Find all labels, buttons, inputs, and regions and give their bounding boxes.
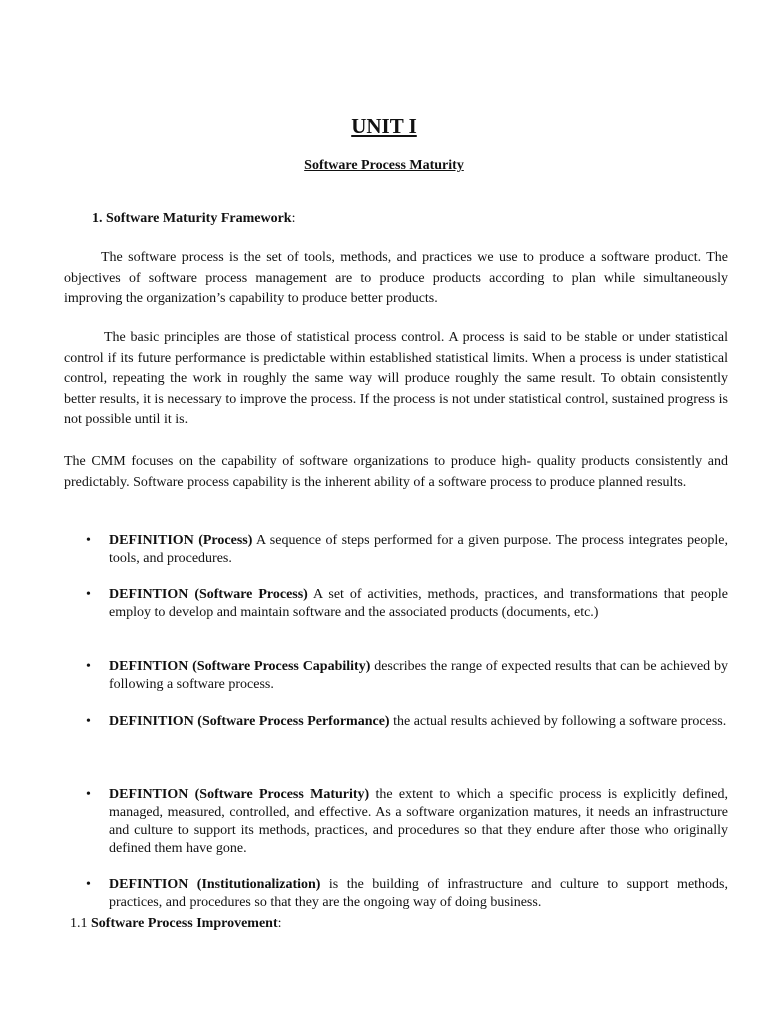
section-suffix: : [291,211,296,226]
subsection-number: 1.1 [70,916,91,931]
definition-term: DEFINITION (Software Process Performance) [109,714,390,729]
bullet-icon: • [86,714,91,729]
definition-term: DEFINTION (Software Process Maturity) [109,787,370,802]
section-heading [92,211,295,227]
paragraph-software-process: The software process is the set of tools, methods, and practices we use to produce a software product. The objectives of software process management are to produce products according to plan while simultaneously improving the organization’s capability to produce better products. [64,250,728,306]
bullet-icon: • [86,787,91,802]
section-number: 1. [92,211,103,226]
definition-term: DEFINTION (Software Process) [109,587,308,602]
paragraph-statistical-control: The basic principles are those of statistical process control. A process is said to be stable or under statistical control if its future performance is predictable within established statistical limits. When a process is under statistical control, repeating the work in roughly the same way will produce roughly the same result. To obtain consistently better results, it is necessary to improve the process. If the process is not under statistical control, sustained progress is not possible until it is. [64,330,728,427]
bullet-icon: • [86,659,91,674]
definition-term: DEFINITION (Process) [109,533,253,548]
subsection-heading [70,916,282,932]
definition-text: is the building of infrastructure and culture to support methods, practices, and procedures so that they are the ongoing way of doing business. [109,877,728,910]
definition-item [86,876,728,912]
bullet-icon: • [86,533,91,548]
unit-title: UNIT I [351,114,417,138]
bullet-icon: • [86,877,91,892]
definition-item [86,786,728,858]
paragraph-cmm: The CMM focuses on the capability of software organizations to produce high- quality products consistently and predictably. Software process capability is the inherent ability of a software process to produce planned results. [64,454,728,490]
subsection-title: Software Process Improvement [91,916,278,931]
section-title: Software Maturity Framework [106,211,292,226]
definition-item [86,713,728,731]
definition-text: the extent to which a specific process is explicitly defined, managed, measured, controlled, and effective. As a software organization matures, it needs an infrastructure and culture to support its methods, practices, and procedures so that they endure after those who originally defined them have gone. [109,787,728,856]
subsection-suffix: : [277,916,282,931]
definition-text: A sequence of steps performed for a given purpose. The process integrates people, tools, and procedures. [109,533,728,566]
definition-item [86,586,728,622]
definition-text: the actual results achieved by following a software process. [389,714,727,729]
definition-term: DEFINTION (Software Process Capability) [109,659,371,674]
definition-text: describes the range of expected results that can be achieved by following a software process. [109,659,728,692]
definition-item [86,658,728,694]
definition-item [86,532,728,568]
definition-term: DEFINTION (Institutionalization) [109,877,321,892]
chapter-subtitle: Software Process Maturity [304,158,464,173]
definition-text: A set of activities, methods, practices, and transformations that people employ to develop and maintain software and the associated products (documents, etc.) [109,587,728,620]
bullet-icon: • [86,587,91,602]
